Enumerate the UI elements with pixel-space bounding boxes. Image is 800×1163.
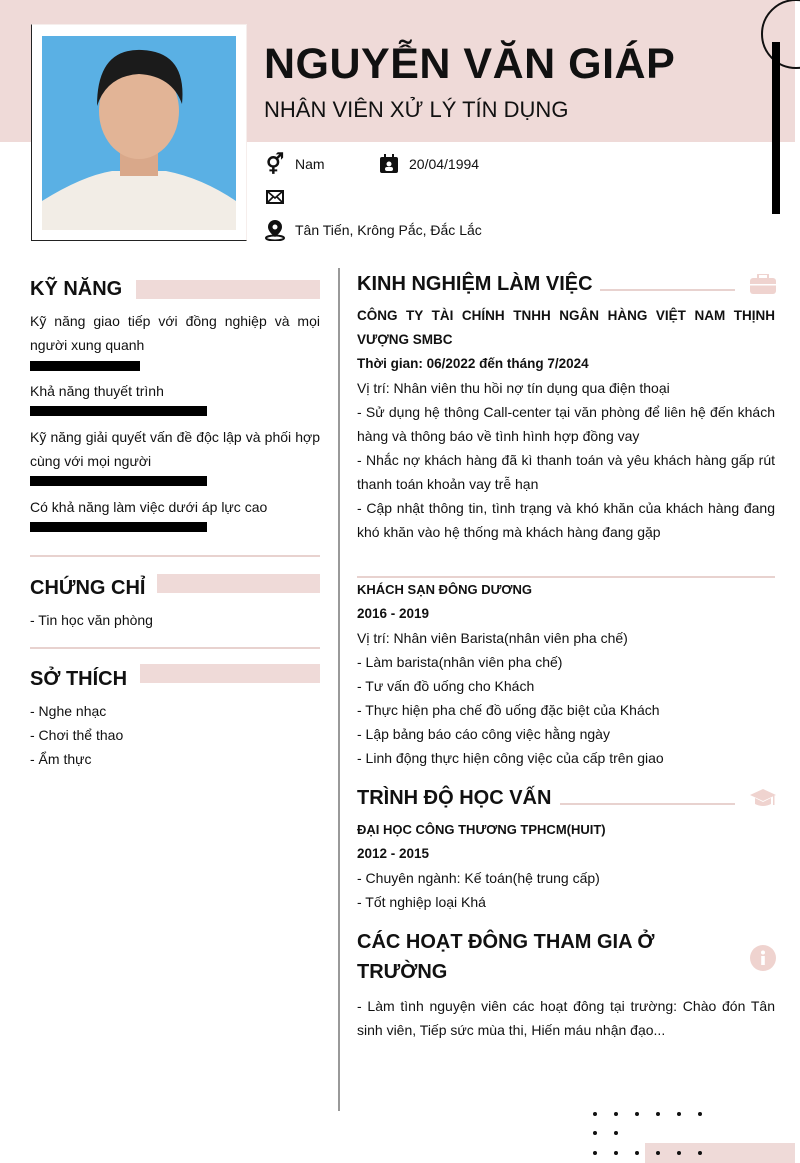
certificate-item: - Tin học văn phòng <box>30 612 153 628</box>
job-line: - Làm barista(nhân viên pha chế) <box>357 654 563 670</box>
job-period: 2016 - 2019 <box>357 606 430 621</box>
gender-row <box>265 154 325 174</box>
job-company: CÔNG TY TÀI CHÍNH TNHH NGÂN HÀNG VIỆT NAM THỊNH VƯỢNG SMBC <box>357 308 775 347</box>
heading-line <box>560 803 735 805</box>
column-divider <box>338 268 340 1111</box>
profile-photo <box>42 36 236 230</box>
gender-value: Nam <box>295 156 325 172</box>
skill-label: Khả năng thuyết trình <box>30 383 164 399</box>
heading-accent-bar <box>157 574 320 593</box>
candidate-role: NHÂN VIÊN XỬ LÝ TÍN DỤNG <box>264 97 569 122</box>
section-divider <box>30 647 320 649</box>
job-line: Vị trí: Nhân viên Barista(nhân viên pha chế) <box>357 630 628 646</box>
school-name: ĐẠI HỌC CÔNG THƯƠNG TPHCM(HUIT) <box>357 822 606 837</box>
activities-heading: CÁC HOẠT ĐÔNG THAM GIA Ở <box>357 931 655 953</box>
address-row <box>265 220 482 240</box>
skill-level-bar <box>30 406 207 416</box>
heading-accent-bar <box>136 280 320 299</box>
briefcase-icon <box>750 274 776 299</box>
address-value: Tân Tiến, Krông Pắc, Đắc Lắc <box>295 222 482 238</box>
job-line: - Tư vấn đồ uống cho Khách <box>357 678 535 694</box>
birthday-value: 20/04/1994 <box>409 156 480 172</box>
heading-accent-bar <box>140 664 320 683</box>
education-period: 2012 - 2015 <box>357 846 430 861</box>
birthday-row <box>379 154 479 174</box>
location-pin-icon <box>265 220 285 240</box>
hobby-item: - Ẩm thực <box>30 751 92 767</box>
hobbies-heading: SỞ THÍCH <box>30 668 128 690</box>
info-icon <box>750 945 776 976</box>
decorative-bar <box>772 42 780 214</box>
job-line: - Linh động thực hiện công việc của cấp trên giao <box>357 750 664 766</box>
job-line: - Sử dụng hệ thông Call-center tại văn phòng để liên hệ đến khách hàng và thông báo về tình hình hợp đồng vay <box>357 404 775 444</box>
job-period: Thời gian: 06/2022 đến tháng 7/2024 <box>357 356 589 371</box>
skill-label: Kỹ năng giao tiếp với đồng nghiệp và mọi người xung quanh <box>30 313 320 353</box>
candidate-name: NGUYỄN VĂN GIÁP <box>264 40 676 88</box>
skill-level-bar <box>30 522 207 532</box>
skill-label: Kỹ năng giải quyết vấn đề độc lập và phối hợp cùng với mọi người <box>30 429 320 469</box>
section-divider <box>30 555 320 557</box>
skill-label: Có khả năng làm việc dưới áp lực cao <box>30 499 268 515</box>
job-description <box>357 376 775 544</box>
education-line: - Tốt nghiệp loại Khá <box>357 894 486 910</box>
decorative-dot-grid <box>593 1112 708 1163</box>
job-company: KHÁCH SẠN ĐÔNG DƯƠNG <box>357 582 532 597</box>
activities-text: - Làm tình nguyện viên các hoạt đông tại trường: Chào đón Tân sinh viên, Tiếp sức mùa thi, Hiến máu nhận đạo... <box>357 998 775 1038</box>
education-heading: TRÌNH ĐỘ HỌC VẤN <box>357 787 552 809</box>
gender-icon: ⚥ <box>265 153 285 176</box>
calendar-icon <box>379 154 399 174</box>
skill-level-bar <box>30 476 207 486</box>
skill-level-bar <box>30 361 140 371</box>
job-line: - Cập nhật thông tin, tình trạng và khó khăn của khách hàng đang khó khăn vào hệ thống mà khách hàng đang gặp <box>357 500 775 540</box>
envelope-icon <box>265 187 285 207</box>
education-line: - Chuyên ngành: Kế toán(hệ trung cấp) <box>357 870 600 886</box>
job-line: - Lập bảng báo cáo công việc hằng ngày <box>357 726 610 742</box>
email-row <box>265 187 295 207</box>
hobby-item: - Chơi thể thao <box>30 727 124 743</box>
job-line: - Thực hiện pha chế đồ uống đặc biệt của Khách <box>357 702 660 718</box>
certificates-heading: CHỨNG CHỈ <box>30 577 146 599</box>
hobby-item: - Nghe nhạc <box>30 703 107 719</box>
job-line: - Nhắc nợ khách hàng đã kì thanh toán và yêu khách hàng gấp rút thanh toán khoản vay trễ hạn <box>357 452 775 492</box>
activities-heading-2: TRƯỜNG <box>357 961 448 983</box>
job-description <box>357 626 775 770</box>
experience-heading: KINH NGHIỆM LÀM VIỆC <box>357 273 593 295</box>
heading-line <box>600 289 735 291</box>
skills-heading: KỸ NĂNG <box>30 278 123 300</box>
job-line: Vị trí: Nhân viên thu hồi nợ tín dụng qua điện thoại <box>357 380 670 396</box>
graduation-cap-icon <box>750 788 776 813</box>
